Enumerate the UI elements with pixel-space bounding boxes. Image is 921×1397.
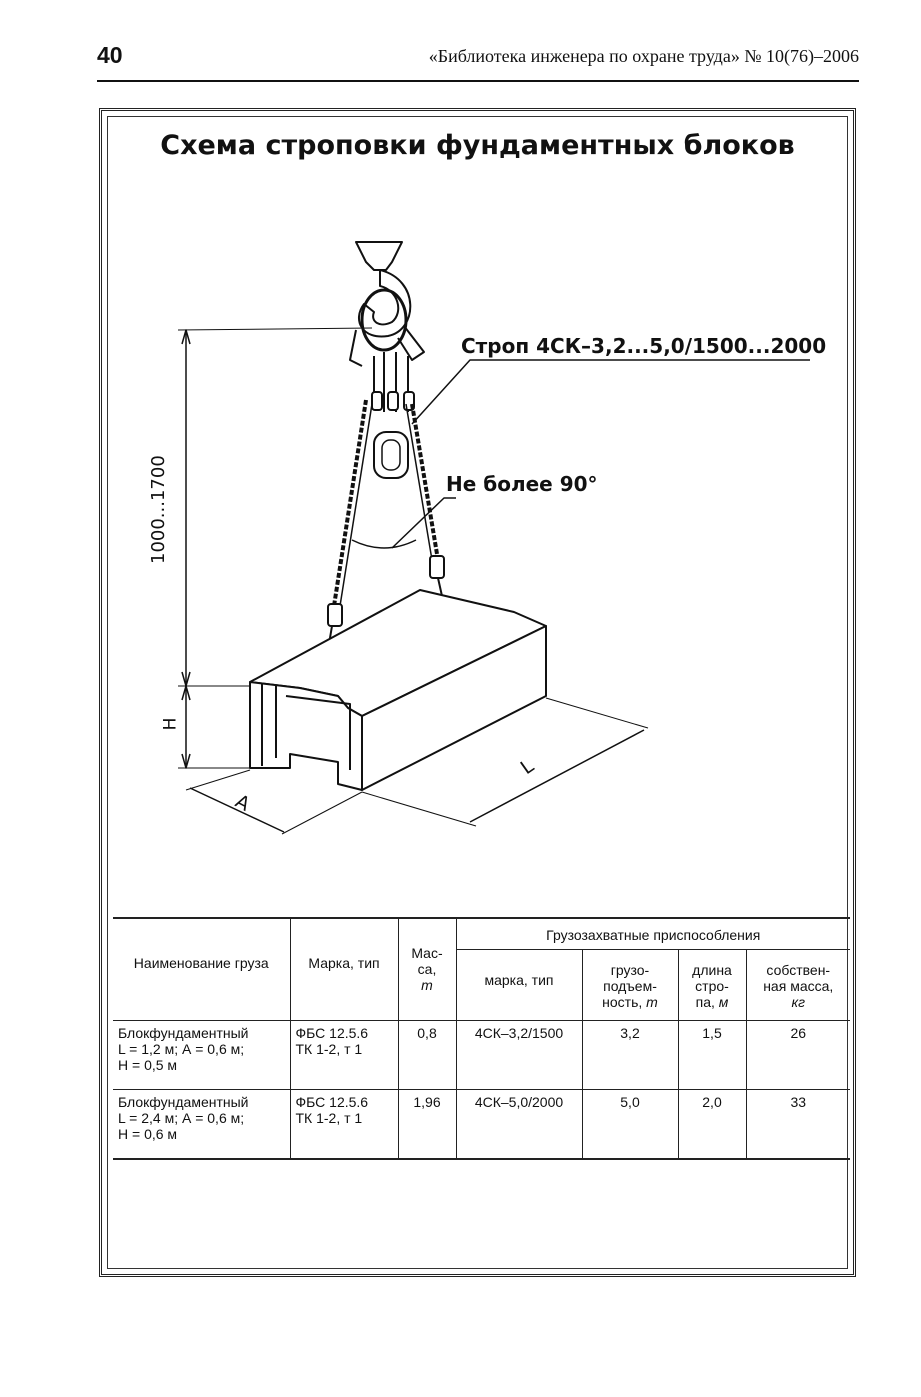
L-ext-left — [362, 792, 476, 826]
header-mass: Мас- са, т — [398, 918, 456, 1021]
header-cargo-name: Наименование груза — [113, 918, 290, 1021]
page-number: 40 — [97, 42, 123, 68]
sling-leg-left-b — [340, 404, 372, 606]
height-ext-top — [178, 328, 372, 330]
cell-own-mass: 26 — [746, 1021, 850, 1090]
subheader-length: длина стро- па, м — [678, 950, 746, 1021]
cell-length: 1,5 — [678, 1021, 746, 1090]
document-title: Схема строповки фундаментных блоков — [160, 130, 795, 161]
hook-safety — [350, 330, 362, 366]
subheader-own-mass: собствен- ная масса, кг — [746, 950, 850, 1021]
cell-capacity: 3,2 — [582, 1021, 678, 1090]
right-ferrule — [430, 556, 444, 578]
clamp-2 — [388, 392, 398, 410]
H-dimension-label: H — [160, 717, 181, 731]
sling-leader — [412, 360, 810, 424]
left-ferrule — [328, 604, 342, 626]
header-mark: Марка, тип — [290, 918, 398, 1021]
angle-arc — [352, 540, 416, 548]
sling-leg-right-b — [406, 404, 432, 560]
cell-sling-mark: 4СК–3,2/1500 — [456, 1021, 582, 1090]
cell-mass: 1,96 — [398, 1090, 456, 1160]
specification-table — [113, 917, 850, 1160]
sling-leg-right — [412, 404, 438, 560]
L-dimension-label: L — [516, 754, 538, 780]
sling-leg-left — [334, 400, 366, 606]
cell-own-mass: 33 — [746, 1090, 850, 1160]
sling-label: Строп 4СК–3,2...5,0/1500...2000 — [461, 334, 827, 358]
table-row — [113, 1090, 850, 1160]
lower-link — [374, 432, 408, 478]
A-dimension-label: A — [231, 790, 254, 816]
cell-mass: 0,8 — [398, 1021, 456, 1090]
L-dim-line — [470, 730, 644, 822]
journal-title: «Библиотека инженера по охране труда» № 10(76)–2006 — [428, 46, 859, 66]
hook-latch — [398, 326, 424, 360]
A-ext-right — [282, 792, 362, 834]
clamp-1 — [372, 392, 382, 410]
header-lifting-devices: Грузозахватные приспособления — [456, 918, 850, 950]
cell-cargo-name: Блокфундаментный L = 1,2 м; А = 0,6 м; H = 0,5 м — [113, 1021, 290, 1090]
subheader-sling-mark: марка, тип — [456, 950, 582, 1021]
cell-mark: ФБС 12.5.6 ТК 1-2, т 1 — [290, 1090, 398, 1160]
height-dimension-label: 1000...1700 — [148, 455, 169, 564]
A-ext-left — [186, 770, 250, 790]
angle-leader — [392, 498, 456, 548]
cell-sling-mark: 4СК–5,0/2000 — [456, 1090, 582, 1160]
crane-hook — [356, 242, 402, 270]
L-ext-right — [546, 698, 648, 728]
angle-label: Не более 90° — [446, 472, 598, 496]
cell-capacity: 5,0 — [582, 1090, 678, 1160]
subheader-capacity: грузо- подъем- ность, т — [582, 950, 678, 1021]
table-row — [113, 1021, 850, 1090]
cell-length: 2,0 — [678, 1090, 746, 1160]
cell-mark: ФБС 12.5.6 ТК 1-2, т 1 — [290, 1021, 398, 1090]
cell-cargo-name: Блокфундаментный L = 2,4 м; А = 0,6 м; H = 0,6 м — [113, 1090, 290, 1160]
lower-link-inner — [382, 440, 400, 470]
table-header-row — [113, 918, 850, 950]
